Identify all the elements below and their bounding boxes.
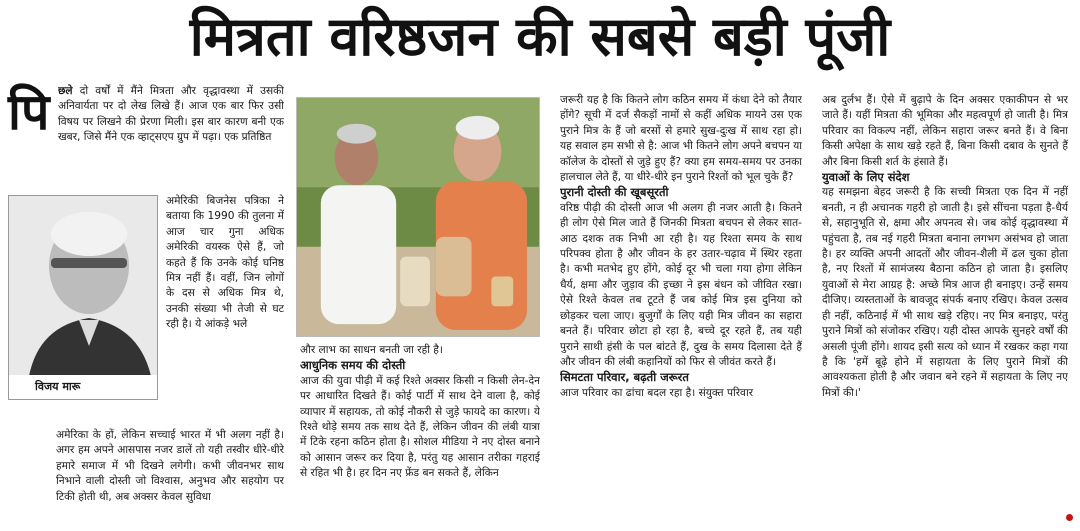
col1-para2: अमेरिकी बिजनेस पत्रिका ने बताया कि 1990 की तुलना में आज चार गुना अधिक अमेरिकी वयस्क ऐसे हैं, जो कहते हैं कि उनके कोई घनिष्ठ मित्र नहीं हैं। वहीं, जिन लोगों के दस से अधिक मित्र थे, उनकी संख्या भी तेजी से घट रही है। ये आंकड़े भले [166,195,284,331]
end-mark-dot [1066,514,1073,521]
col2-heading-modern-friendship: आधुनिक समय की दोस्ती [300,358,406,373]
article-col1-bottom [56,428,284,531]
article-col4 [822,93,1068,531]
article-col3 [560,93,802,531]
col2-para1: और लाभ का साधन बनती जा रही है। [300,344,443,356]
lead-word: छले [58,85,73,97]
col1-para3: अमेरिका के हों, लेकिन सच्चाई भारत में भी अलग नहीं है। अगर हम अपने आसपास नजर डालें तो यही तस्वीर धीरे-धीरे हमारे समाज में भी दिखने लगेगी। कभी जीवनभर साथ निभाने वाली दोस्ती जो विश्वास, अनुभव और सहयोग पर टिकी होती थी, अब अक्सर केवल सुविधा [56,429,284,503]
col4-para2: यह समझना बेहद जरूरी है कि सच्ची मित्रता एक दिन में नहीं बनती, न ही अचानक गहरी हो जाती है। इसे सींचना पड़ता है-धैर्य से, सहानुभूति से, क्षमा और अपनत्व से। जब कोई वृद्धावस्था में पहुंचता है, तब नई गहरी मित्रता बनाना लगभग असंभव हो जाता है। हर व्यक्ति अपनी आदतों और जीवन-शैली में ढल चुका होता है, नए रिश्तों में सामंजस्य बैठाना कठिन हो जाता है। इसलिए युवाओं से मेरा आग्रह है: अच्छे मित्र आज ही बनाइए। उन्हें समय दीजिए। व्यस्तताओं के बावजूद संपर्क बनाए रखिए। केवल उत्सव ही नहीं, कठिनाई में भी साथ खड़े रहिए। नए मित्र बनाइए, परंतु पुराने मित्रों को संजोकर रखिए। यही दोस्त आपके सुनहरे वर्षों की असली पूंजी होंगे। शायद इसी सत्य को ध्यान में रखकर कहा गया है कि 'हमें बूढ़े होने में सहायता के लिए पुराने मित्रों की आवश्यकता होती है और जवान बने रहने में सहायता के लिए नए मित्रों की।' [822,186,1068,399]
col4-para1: अब दुर्लभ हैं। ऐसे में बुढ़ापे के दिन अक्सर एकाकीपन से भर जाते हैं। यहीं मित्रता की भूमिका और महत्वपूर्ण हो जाती है। मित्र परिवार का विकल्प नहीं, लेकिन सहारा जरूर बनते हैं। वे बिना किसी अपेक्षा के साथ खड़े रहते हैं, बिना किसी दबाव के सुनते हैं और बिना किसी शर्त के हंसाते हैं। [822,94,1068,168]
portrait-caption: विजय मारू [9,375,157,399]
col3-heading-shrinking-family: सिमटता परिवार, बढ़ती जरूरत [560,370,689,385]
article-col1-middle [166,194,284,426]
article-col2 [300,343,540,531]
portrait-photo [9,196,157,376]
author-portrait [8,195,158,400]
col1-para1: दो वर्षों में मैंने मित्रता और वृद्धावस्था में उसकी अनिवार्यता पर दो लेख लिखे हैं। आज एक बार फिर उसी विषय पर लिखने की प्रेरणा मिली। इस बार कारण बनी एक खबर, जिसे मैंने एक व्हाट्सएप ग्रुप में पढ़ा। एक प्रतिष्ठित [58,85,284,144]
col3-para2: वरिष्ठ पीढ़ी की दोस्ती आज भी अलग ही नजर आती है। कितने ही लोग ऐसे मिल जाते हैं जिनकी मित्रता बचपन से लेकर सात-आठ दशक तक निभी आ रही है। यह रिश्ता समय के साथ परिपक्व होता है और जीवन के हर उतार-चढ़ाव में स्थिर रहता है। कभी मतभेद हुए होंगे, कोई दूर भी चला गया होगा लेकिन धैर्य, क्षमा और जुड़ाव की इच्छा ने इस बंधन को जीवित रखा। ऐसे रिश्ते केवल तब टूटते हैं जब कोई मित्र इस दुनिया को छोड़कर चला जाए। बुजुर्गों के लिए यही मित्र जीवन का सहारा बनते हैं। परिवार छोटा हो रहा है, बच्चे दूर रहते हैं, तब यही पुराने साथी हंसी के पल बांटते हैं, दुख के समय दिलासा देते हैं और जीवन की लंबी कहानियों को फिर से जीवंत करते हैं। [560,201,802,368]
col3-heading-old-friendship: पुरानी दोस्ती की खूबसूरती [560,185,669,200]
article-col1-intro [58,84,284,192]
page-headline: मित्रता वरिष्ठजन की सबसे बड़ी पूंजी [189,5,891,68]
col3-para1: जरूरी यह है कि कितने लोग कठिन समय में कंधा देने को तैयार होंगे? सूची में दर्ज सैकड़ों नामों से कहीं अधिक मायने उस एक पुराने मित्र के हैं जो बरसों से हमारे सुख-दुःख में साथ रहा हो। यह सवाल हम सभी से है: आज भी कितने लोग अपने बचपन या कॉलेज के दोस्तों से जुड़े हुए हैं? क्या हम समय-समय पर उनका हालचाल लेते हैं, या धीरे-धीरे इन पुराने रिश्तों को भूल चुके हैं? [560,94,802,184]
two-seniors-photo [296,97,540,337]
col2-para2: आज की युवा पीढ़ी में कई रिश्ते अक्सर किसी न किसी लेन-देन पर आधारित दिखते हैं। कोई पार्टी में साथ देने वाला है, कोई व्यापार में सहायक, तो कोई नौकरी से जुड़े फायदे का कारण। ये रिश्ते थोड़े समय तक साथ देते हैं, लेकिन जीवन की लंबी यात्रा में टिके रहना कठिन होता है। सोशल मीडिया ने नए दोस्त बनाने को आसान जरूर कर दिया है, परंतु यह आसान तरीका गहराई से रहित भी है। हर दिन नए फ्रेंड बन सकते हैं, लेकिन [300,374,540,480]
drop-cap: पि [8,83,50,141]
col3-para3: आज परिवार का ढांचा बदल रहा है। संयुक्त परिवार [560,386,754,399]
col4-heading-message-youth: युवाओं के लिए संदेश [822,170,910,185]
